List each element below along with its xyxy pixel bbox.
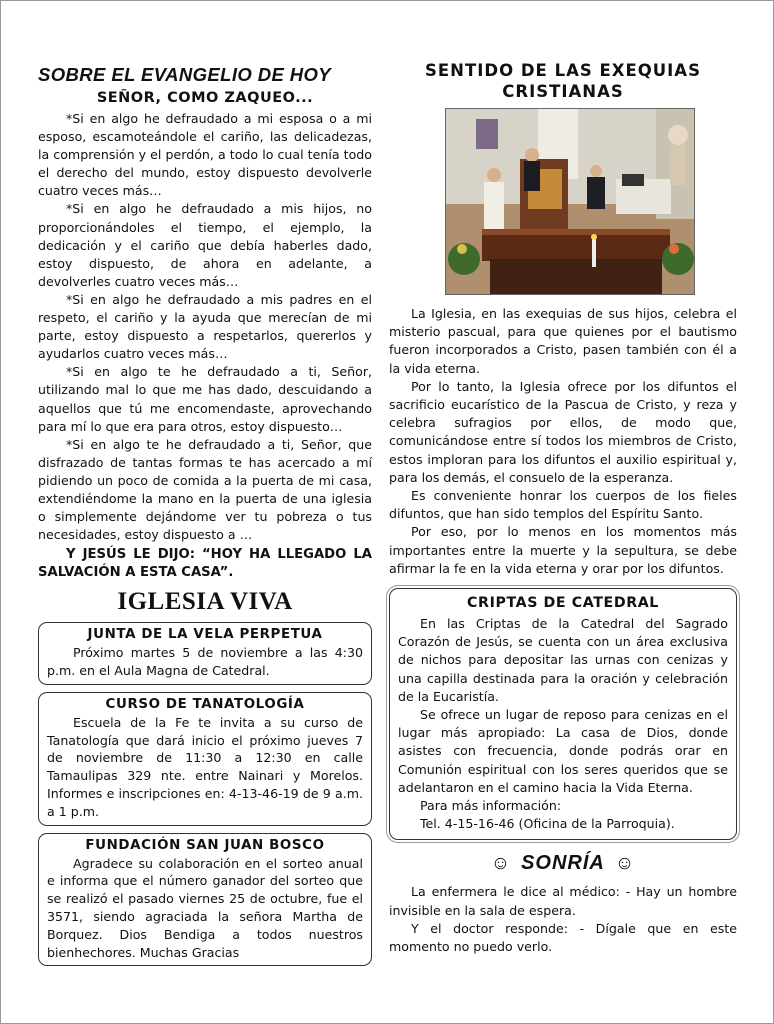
funeral-photo [445, 108, 695, 295]
joke-line: Y el doctor responde: - Dígale que en este momento no puedo verlo. [389, 920, 737, 955]
gospel-subheading: SEÑOR, COMO ZAQUEO... [96, 90, 314, 106]
smiley-icon: ☺ [614, 853, 636, 875]
tanatologia-box [38, 692, 372, 826]
sonria-text [389, 883, 737, 956]
sonria-title: SONRÍA [521, 852, 605, 875]
vela-perpetua-box [38, 622, 372, 685]
funeral-photo-illustration [446, 109, 694, 294]
box-text: Escuela de la Fe te invita a su curso de Tanatología que dará inicio el próximo jueves 7 de noviembre de 11:30 a 12:30 en calle Tamaulipas 329 nte. entre Nainari y Morelos. Informes e inscripciones en: 4-13-46-19 de 9 a.m. a 1 p.m. [47, 714, 363, 819]
gospel-paragraph: *Si en algo te he defraudado a ti, Señor, que disfrazado de tantas formas te has acercado a mí pidiendo un poco de comida a la puerta de mi casa, extendiéndome la mano en la puerta de una iglesia o simplemente dejándome ver tu pobreza o tus necesidades, estoy dispuesto a … [38, 436, 372, 543]
exequias-paragraph: Es conveniente honrar los cuerpos de los fieles difuntos, que han sido templos del Espíritu Santo. [389, 488, 737, 522]
box-title: CURSO DE TANATOLOGÍA [105, 696, 305, 712]
gospel-paragraph: *Si en algo he defraudado a mis hijos, no proporcionándoles el tiempo, el ejemplo, la dedicación y el cariño que debía haberles dado, estoy dispuesto, de ahora en adelante, a devolverles cuatro veces más… [38, 201, 372, 289]
smiley-icon: ☺ [490, 853, 512, 875]
criptas-box [389, 588, 737, 840]
box-title: JUNTA DE LA VELA PERPETUA [87, 627, 323, 643]
exequias-text [389, 305, 737, 578]
gospel-paragraph: *Si en algo he defraudado a mi esposa o a mi esposo, escamoteándole el cariño, las delicadezas, la comprensión y el perdón, a todo lo cual tenía todo el derecho del mundo, estoy dispuesto devolverle cuatro veces más… [38, 111, 372, 199]
criptas-info-label: Para más información: [420, 798, 562, 814]
gospel-heading: SOBRE EL EVANGELIO DE HOY [38, 64, 332, 85]
exequias-paragraph: Por lo tanto, la Iglesia ofrece por los difuntos el sacrificio eucarístico de la Pascua de Cristo, y reza y celebra sufragios por ellos, de modo que, comunicándose entre sí todos los miembros de Cristo, estos imploran para los difuntos el auxilio espiritual y, para los demás, el consuelo de la esperanza. [389, 378, 737, 485]
criptas-title: CRIPTAS DE CATEDRAL [467, 595, 659, 612]
criptas-phone: Tel. 4-15-16-46 (Oficina de la Parroquia). [420, 816, 675, 832]
sonria-heading [389, 852, 737, 875]
joke-line: La enfermera le dice al médico: - Hay un hombre invisible en la sala de espera. [389, 884, 737, 918]
exequias-paragraph: Por eso, por lo menos en los momentos más importantes entre la muerte y la sepultura, se debe afirmar la fe en la vida eterna y orar por los difuntos. [389, 524, 737, 576]
criptas-paragraph: Se ofrece un lugar de reposo para cenizas en el lugar más apropiado: La casa de Dios, donde asistes con frecuencia, donde podrás orar en Comunión espiritual con los seres queridos que se adelantaron en el camino hacia la Vida Eterna. [398, 707, 728, 795]
gospel-paragraph: *Si en algo te he defraudado a ti, Señor, utilizando mal lo que me has dado, descuidando a aquellos que tú me encomendaste, aprovechando para mí lo que era para otros, estoy dispuesto… [38, 364, 372, 434]
exequias-paragraph: La Iglesia, en las exequias de sus hijos, celebra el misterio pascual, para que quienes por el bautismo fueron incorporados a Cristo, pasen también con él a la vida eterna. [389, 306, 737, 376]
gospel-paragraph: *Si en algo he defraudado a mis padres en el respeto, el cariño y la ayuda que merecían de mi parte, estoy dispuesto a respetarlos, quererlos y ayudarlos cuatro veces más… [38, 291, 372, 362]
iglesia-viva-title: IGLESIA VIVA [117, 588, 293, 616]
box-text: Agradece su colaboración en el sorteo anual e informa que el número ganador del sorteo que se realizó el pasado viernes 25 de octubre, fue el 3571, siendo agraciada la señora Martha de Borquez. Dios Bendiga a todos nuestros bienhechores. Muchas Gracias [47, 855, 363, 960]
box-text: Próximo martes 5 de noviembre a las 4:30 p.m. en el Aula Magna de Catedral. [47, 645, 363, 679]
exequias-heading: SENTIDO DE LAS EXEQUIAS CRISTIANAS [425, 61, 701, 101]
left-column [38, 60, 372, 973]
box-title: FUNDACIÓN SAN JUAN BOSCO [85, 837, 325, 853]
criptas-paragraph: En las Criptas de la Catedral del Sagrado Corazón de Jesús, se cuenta con un área exclusiva de nichos para depositar las urnas con cenizas y una capilla destinada para la oración y celebración de la Eucaristía. [398, 616, 728, 704]
san-juan-bosco-box [38, 833, 372, 967]
gospel-closing: Y JESÚS LE DIJO: “HOY HA LLEGADO LA SALVACIÓN A ESTA CASA”. [38, 547, 372, 581]
right-column [389, 60, 737, 956]
